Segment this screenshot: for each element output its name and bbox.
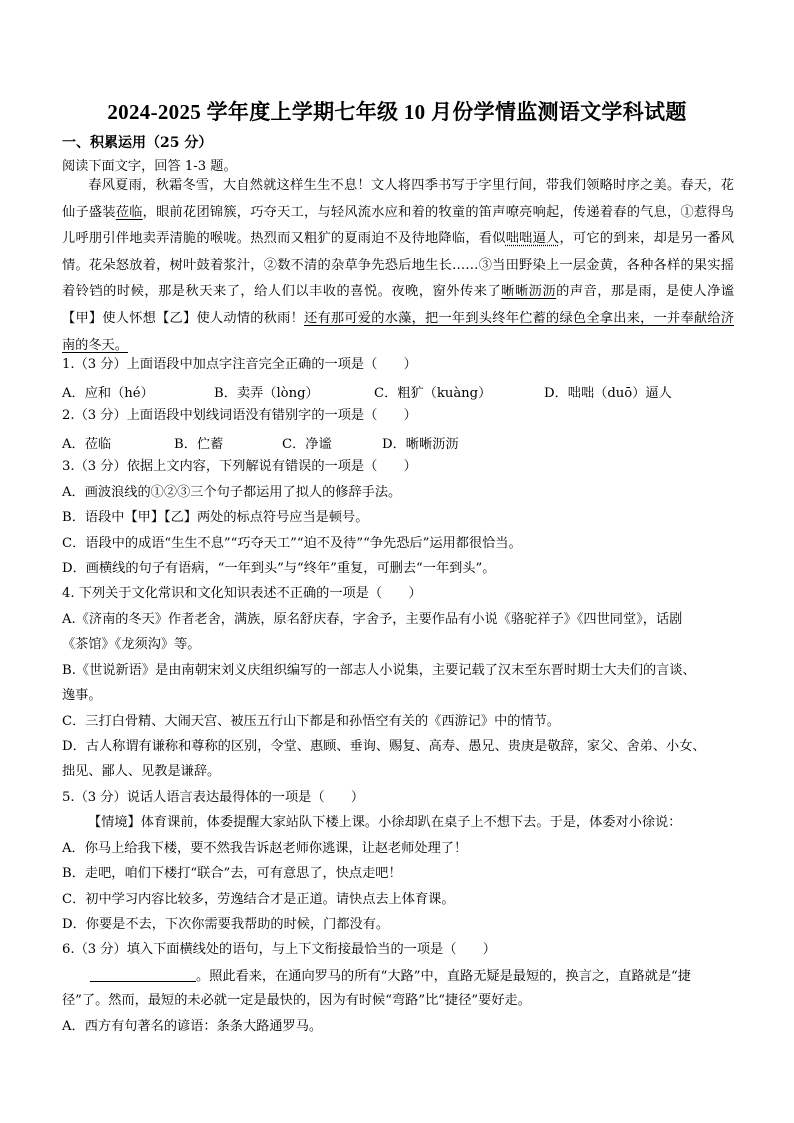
q4-option-d-line2: 拙见、鄙人、见教是谦辞。 [62, 764, 221, 779]
q1-stem: 1.（3 分）上面语段中加点字注音完全正确的一项是（ ） [62, 357, 417, 372]
q5-option-b: B．走吧，咱们下楼打“联合”去，可有意思了，快点走吧！ [62, 866, 402, 881]
q4-option-b-line1: B.《世说新语》是由南朝宋刘义庆组织编写的一部志人小说集，主要记载了汉末至东晋时期士大夫们的言谈、 [62, 663, 696, 678]
q4-option-a-line2: 《茶馆》《龙须沟》等。 [62, 637, 201, 652]
q6-blank [90, 967, 196, 982]
word-lilin: 莅临 [115, 204, 143, 220]
q6-text-line1 [90, 967, 691, 986]
q3-option-a: A．画波浪线的①②③三个句子都运用了拟人的修辞手法。 [62, 485, 402, 500]
q5-option-d: D．你要是不去，下次你需要我帮助的时候，门都没有。 [62, 917, 390, 932]
passage-part-1: 春风夏雨，秋霜冬雪，大自然就这样生生不息！文人将四季书写于字里行间，带我们领略时序之美。春天，花仙子盛装 [62, 178, 734, 220]
q3-option-b: B．语段中【甲】【乙】两处的标点符号应当是顿号。 [62, 510, 369, 525]
word-duoduo: 咄咄逼人 [505, 231, 560, 247]
q1-option-d: D．咄咄（duō）逼人 [544, 386, 672, 401]
q5-option-c: C．初中学习内容比较多，劳逸结合才是正道。请快点去上体育课。 [62, 892, 455, 907]
q2-option-c: C．净谧 [282, 437, 332, 452]
reading-passage [62, 173, 734, 359]
q2-option-b: B．伫蓄 [174, 437, 224, 452]
underlined-sentence: 还有那可爱的水藻，把一年到头终年伫蓄的绿色全拿出来，一并奉献给济南的冬天。 [62, 310, 735, 353]
q1-option-b: B．卖弄（lòng） [214, 386, 319, 401]
q3-option-d: D．画横线的句子有语病，“一年到头”与“终年”重复，可删去“一年到头”。 [62, 561, 496, 576]
q6-stem: 6.（3 分）填入下面横线处的语句，与上下文衔接最恰当的一项是（ ） [62, 942, 496, 957]
q5-stem: 5.（3 分）说话人语言表达最得体的一项是（ ） [62, 790, 365, 805]
passage-part-4: 的声音，那是雨，是使人净谧【甲】使人怀想【乙】使人动情的秋雨！ [62, 284, 735, 326]
word-xixi: 晰晰沥沥 [501, 284, 557, 300]
q6-text-1: 。照此看来，在通向罗马的所有“大路”中，直路无疑是最短的，换言之，直路就是“捷 [196, 969, 691, 984]
q2-option-d: D．晰晰沥沥 [382, 437, 459, 452]
q3-option-c: C．语段中的成语“生生不息”“巧夺天工”“迫不及待”“争先恐后”运用都很恰当。 [62, 536, 522, 551]
q2-option-a: A．莅临 [62, 437, 112, 452]
q5-situation: 【情境】体育课前，体委提醒大家站队下楼上课。小徐却趴在桌子上不想下去。于是，体委对小徐说： [88, 815, 682, 830]
section-heading: 一、积累运用（25 分） [62, 135, 213, 151]
q4-option-a-line1: A.《济南的冬天》作者老舍，满族，原名舒庆春，字舍予，主要作品有小说《骆驼祥子》《四世同堂》，话剧 [62, 612, 683, 627]
q3-stem: 3.（3 分）依据上文内容，下列解说有错误的一项是（ ） [62, 459, 417, 474]
q6-option-a: A．西方有句著名的谚语：条条大路通罗马。 [62, 1019, 323, 1034]
q4-option-b-line2: 逸事。 [62, 688, 102, 703]
q5-option-a: A．你马上给我下楼，要不然我告诉赵老师你逃课，让赵老师处理了！ [62, 841, 468, 856]
q4-option-c: C．三打白骨精、大闹天宫、被压五行山下都是和孙悟空有关的《西游记》中的情节。 [62, 714, 561, 729]
q2-stem: 2.（3 分）上面语段中划线词语没有错别字的一项是（ ） [62, 408, 417, 423]
q1-option-c: C．粗犷（kuàng） [374, 386, 492, 401]
reading-instruction: 阅读下面文字，回答 1-3 题。 [62, 159, 237, 174]
q6-text-line2: 径”了。然而，最短的未必就一定是最快的，因为有时候“弯路”比“捷径”要好走。 [62, 993, 531, 1008]
q1-option-a: A．应和（hé） [62, 386, 154, 401]
passage-part-3: ，可它的到来，却是另一番风情。花朵怒放着，树叶鼓着浆汁，②数不清的杂草争先恐后地生长……③当田野染上一层金黄，各种各样的果实摇着铃铛的时候，那是秋天来了，给人们以丰收的喜悦。夜晚，窗外传来了 [62, 231, 734, 300]
page-title: 2024-2025 学年度上学期七年级 10 月份学情监测语文学科试题 [107, 100, 687, 124]
q4-stem: 4. 下列关于文化常识和文化知识表述不正确的一项是（ ） [62, 586, 422, 601]
q4-option-d-line1: D．古人称谓有谦称和尊称的区别，令堂、惠顾、垂询、赐复、高寿、愚兄、贵庚是敬辞，家父、舍弟、小女、 [62, 739, 706, 754]
passage-part-2: ，眼前花团锦簇，巧夺天工，与轻风流水应和着的牧童的笛声嘹亮响起，传递着春的气息，①惹得鸟儿呼朋引伴地卖弄清脆的喉咙。热烈而又粗犷的夏雨迫不及待地降临，看似 [62, 204, 734, 247]
